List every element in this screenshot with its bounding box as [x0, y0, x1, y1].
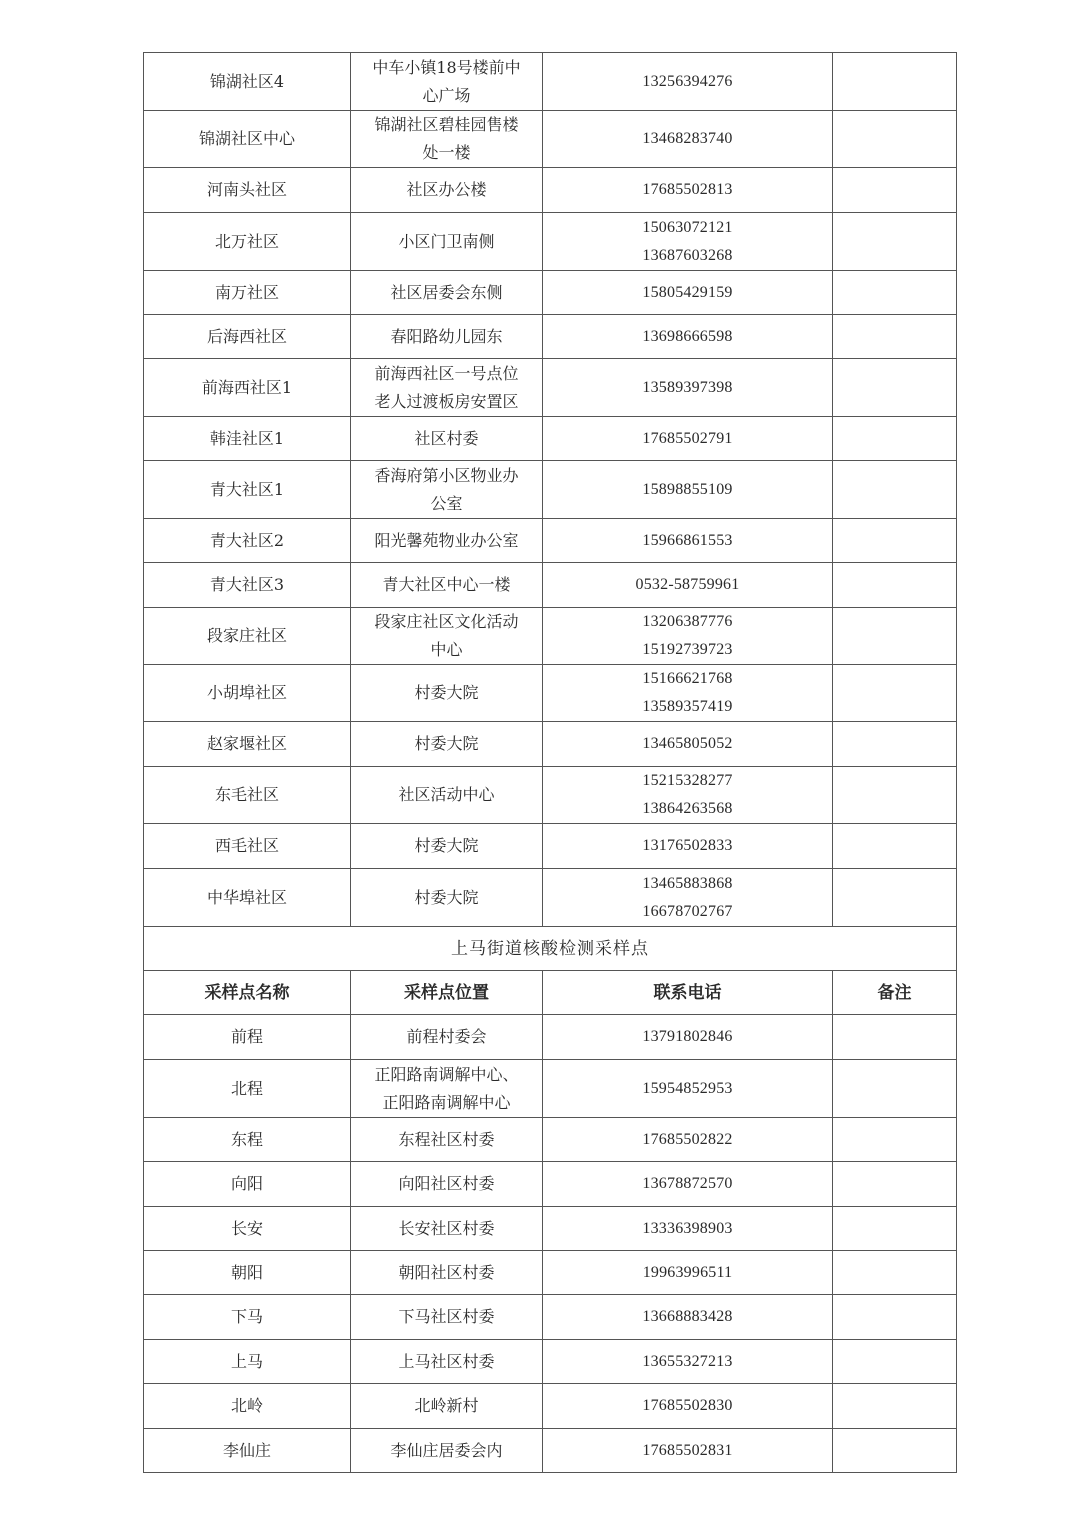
phone-number[interactable]: 15166621768 — [642, 670, 733, 687]
contact-phone-cell — [543, 1118, 833, 1162]
site-location-line: 段家庄社区文化活动 — [374, 612, 519, 631]
site-location-line: 村委大院 — [414, 887, 479, 907]
table-row — [144, 461, 957, 519]
contact-phone-cell — [543, 1295, 833, 1340]
table-row — [144, 1384, 957, 1429]
site-location-cell — [351, 608, 543, 665]
site-location-line: 公室 — [430, 493, 463, 513]
site-location-cell — [351, 824, 543, 869]
table-row — [144, 1162, 957, 1207]
site-name-cell: 韩洼社区1 — [144, 417, 351, 461]
site-location-cell — [351, 519, 543, 563]
remarks-cell — [833, 767, 957, 824]
phone-number[interactable]: 17685502831 — [642, 1441, 733, 1459]
table-row — [144, 417, 957, 461]
phone-number[interactable]: 13336398903 — [642, 1219, 733, 1237]
phone-number[interactable]: 13465805052 — [642, 735, 733, 752]
site-name-cell: 李仙庄 — [144, 1429, 351, 1473]
site-location-cell — [351, 1429, 543, 1473]
remarks-cell — [833, 1015, 957, 1060]
section-title-row — [144, 927, 957, 971]
site-location-line: 村委大院 — [414, 734, 479, 753]
site-location-line: 上马社区村委 — [398, 1351, 495, 1371]
phone-number[interactable]: 13655327213 — [642, 1352, 733, 1370]
sampling-sites-table-continued — [143, 52, 957, 927]
header-contact-phone: 联系电话 — [543, 971, 833, 1015]
table-row — [144, 1295, 957, 1340]
remarks-cell — [833, 111, 957, 168]
site-location-line: 中车小镇18号楼前中 — [372, 57, 521, 77]
phone-number[interactable]: 13678872570 — [642, 1175, 733, 1192]
site-location-cell — [351, 315, 543, 359]
contact-phone-cell — [543, 563, 833, 608]
phone-number[interactable]: 13668883428 — [642, 1308, 733, 1325]
site-location-line: 青大社区中心一楼 — [382, 575, 511, 594]
site-name-cell: 青大社区3 — [144, 563, 351, 608]
site-location-line: 处一楼 — [422, 143, 471, 162]
site-name-cell: 北岭 — [144, 1384, 351, 1429]
remarks-cell — [833, 315, 957, 359]
site-location-cell — [351, 1015, 543, 1060]
site-location-cell — [351, 722, 543, 767]
site-location-line: 长安社区村委 — [398, 1218, 495, 1238]
table-row — [144, 1015, 957, 1060]
table-row — [144, 563, 957, 608]
site-location-cell — [351, 869, 543, 927]
site-location-cell — [351, 665, 543, 722]
phone-number[interactable]: 15966861553 — [642, 531, 733, 549]
phone-number[interactable]: 13206387776 — [642, 613, 733, 630]
table-row — [144, 1207, 957, 1251]
table-row — [144, 271, 957, 315]
contact-phone-cell — [543, 1162, 833, 1207]
remarks-cell — [833, 869, 957, 927]
site-name-cell: 锦湖社区中心 — [144, 111, 351, 168]
remarks-cell — [833, 168, 957, 213]
site-name-cell: 西毛社区 — [144, 824, 351, 869]
phone-number[interactable]: 15192739723 — [642, 641, 733, 658]
phone-number[interactable]: 17685502822 — [642, 1130, 733, 1148]
site-name-cell: 朝阳 — [144, 1251, 351, 1295]
site-name-cell: 后海西社区 — [144, 315, 351, 359]
site-location-cell — [351, 271, 543, 315]
site-name-cell: 段家庄社区 — [144, 608, 351, 665]
site-location-cell — [351, 1251, 543, 1295]
table-row — [144, 53, 957, 111]
remarks-cell — [833, 1207, 957, 1251]
phone-number[interactable]: 16678702767 — [642, 902, 733, 920]
contact-phone-cell — [543, 315, 833, 359]
site-location-line: 阳光馨苑物业办公室 — [374, 530, 519, 550]
remarks-cell — [833, 213, 957, 271]
site-location-line: 锦湖社区碧桂园售楼 — [374, 115, 519, 134]
site-location-line: 社区办公楼 — [406, 180, 487, 199]
header-remarks: 备注 — [833, 971, 957, 1015]
site-location-cell — [351, 1207, 543, 1251]
contact-phone-cell — [543, 359, 833, 417]
table-row — [144, 767, 957, 824]
header-site-name: 采样点名称 — [144, 971, 351, 1015]
site-location-cell — [351, 111, 543, 168]
phone-number[interactable]: 13864263568 — [642, 800, 733, 817]
contact-phone-cell — [543, 111, 833, 168]
header-row — [144, 971, 957, 1015]
table-row — [144, 111, 957, 168]
contact-phone-cell — [543, 722, 833, 767]
table-row — [144, 1060, 957, 1118]
site-location-line: 社区村委 — [414, 428, 479, 448]
contact-phone-cell — [543, 1429, 833, 1473]
site-name-cell: 前海西社区1 — [144, 359, 351, 417]
site-name-cell: 小胡埠社区 — [144, 665, 351, 722]
table-row — [144, 359, 957, 417]
site-location-cell — [351, 461, 543, 519]
contact-phone-cell — [543, 271, 833, 315]
contact-phone-cell — [543, 767, 833, 824]
site-location-line: 朝阳社区村委 — [398, 1262, 495, 1282]
table-row — [144, 1429, 957, 1473]
table-body — [144, 53, 957, 927]
phone-number[interactable]: 0532-58759961 — [635, 576, 740, 593]
table-row — [144, 213, 957, 271]
phone-number[interactable]: 15898855109 — [642, 480, 733, 498]
site-name-cell: 青大社区1 — [144, 461, 351, 519]
site-name-cell: 东毛社区 — [144, 767, 351, 824]
site-location-cell — [351, 1118, 543, 1162]
site-location-line: 小区门卫南侧 — [398, 231, 495, 251]
table-row — [144, 722, 957, 767]
remarks-cell — [833, 1295, 957, 1340]
remarks-cell — [833, 665, 957, 722]
contact-phone-cell — [543, 1060, 833, 1118]
remarks-cell — [833, 519, 957, 563]
remarks-cell — [833, 359, 957, 417]
site-location-cell — [351, 767, 543, 824]
phone-number[interactable]: 13468283740 — [642, 130, 733, 147]
table-row — [144, 608, 957, 665]
contact-phone-cell — [543, 461, 833, 519]
remarks-cell — [833, 1162, 957, 1207]
contact-phone-cell — [543, 213, 833, 271]
contact-phone-cell — [543, 1251, 833, 1295]
table-row — [144, 665, 957, 722]
contact-phone-cell — [543, 869, 833, 927]
contact-phone-cell — [543, 417, 833, 461]
table-body — [144, 927, 957, 1473]
contact-phone-cell — [543, 1340, 833, 1384]
phone-number[interactable]: 13698666598 — [642, 327, 733, 345]
header-site-location: 采样点位置 — [351, 971, 543, 1015]
remarks-cell — [833, 1429, 957, 1473]
site-location-line: 村委大院 — [414, 836, 479, 855]
shangma-sampling-sites-table — [143, 926, 957, 1473]
contact-phone-cell — [543, 53, 833, 111]
site-location-line: 中心 — [430, 640, 463, 659]
site-location-cell — [351, 1060, 543, 1118]
contact-phone-cell — [543, 665, 833, 722]
site-location-line: 下马社区村委 — [398, 1307, 495, 1326]
site-name-cell: 北万社区 — [144, 213, 351, 271]
site-location-cell — [351, 1162, 543, 1207]
phone-number[interactable]: 15063072121 — [642, 218, 733, 236]
site-location-cell — [351, 1295, 543, 1340]
site-location-cell — [351, 213, 543, 271]
table-row — [144, 168, 957, 213]
site-name-cell: 北程 — [144, 1060, 351, 1118]
phone-number[interactable]: 19963996511 — [642, 1263, 733, 1281]
contact-phone-cell — [543, 824, 833, 869]
phone-number[interactable]: 13687603268 — [642, 246, 733, 264]
site-location-line: 社区活动中心 — [398, 785, 495, 804]
phone-number[interactable]: 13589357419 — [642, 698, 733, 715]
phone-number[interactable]: 17685502813 — [642, 181, 733, 198]
site-name-cell: 中华埠社区 — [144, 869, 351, 927]
remarks-cell — [833, 824, 957, 869]
site-name-cell: 河南头社区 — [144, 168, 351, 213]
site-location-cell — [351, 1340, 543, 1384]
site-location-line: 前海西社区一号点位 — [374, 363, 519, 383]
remarks-cell — [833, 461, 957, 519]
phone-number[interactable]: 17685502830 — [642, 1397, 733, 1414]
table-row — [144, 519, 957, 563]
remarks-cell — [833, 1384, 957, 1429]
site-name-cell: 向阳 — [144, 1162, 351, 1207]
remarks-cell — [833, 1118, 957, 1162]
phone-number[interactable]: 13256394276 — [642, 72, 733, 90]
site-name-cell: 赵家堰社区 — [144, 722, 351, 767]
site-location-line: 春阳路幼儿园东 — [390, 326, 503, 346]
remarks-cell — [833, 722, 957, 767]
site-location-line: 北岭新村 — [414, 1396, 479, 1415]
phone-number[interactable]: 15954852953 — [642, 1079, 733, 1097]
site-location-line: 正阳路南调解中心 — [382, 1092, 511, 1112]
site-location-line: 村委大院 — [414, 683, 479, 702]
remarks-cell — [833, 1251, 957, 1295]
table-row — [144, 869, 957, 927]
contact-phone-cell — [543, 519, 833, 563]
site-location-line: 老人过渡板房安置区 — [374, 391, 519, 411]
table-row — [144, 1118, 957, 1162]
phone-number[interactable]: 15805429159 — [642, 283, 733, 301]
contact-phone-cell — [543, 1015, 833, 1060]
site-location-cell — [351, 168, 543, 213]
site-location-line: 社区居委会东侧 — [390, 282, 503, 302]
site-name-cell: 下马 — [144, 1295, 351, 1340]
remarks-cell — [833, 271, 957, 315]
contact-phone-cell — [543, 608, 833, 665]
contact-phone-cell — [543, 168, 833, 213]
site-location-line: 前程村委会 — [406, 1027, 487, 1046]
site-name-cell: 青大社区2 — [144, 519, 351, 563]
site-location-line: 香海府第小区物业办 — [374, 465, 519, 485]
site-location-line: 东程社区村委 — [398, 1129, 495, 1149]
phone-number[interactable]: 13589397398 — [642, 378, 733, 396]
table-row — [144, 1251, 957, 1295]
phone-number[interactable]: 17685502791 — [642, 429, 733, 447]
site-location-line: 正阳路南调解中心、 — [374, 1064, 519, 1084]
remarks-cell — [833, 417, 957, 461]
site-name-cell: 长安 — [144, 1207, 351, 1251]
contact-phone-cell — [543, 1384, 833, 1429]
site-location-cell — [351, 417, 543, 461]
site-name-cell: 南万社区 — [144, 271, 351, 315]
phone-number[interactable]: 13791802846 — [642, 1028, 733, 1045]
phone-number[interactable]: 13176502833 — [642, 837, 733, 854]
phone-number[interactable]: 13465883868 — [642, 874, 733, 892]
section-title: 上马街道核酸检测采样点 — [144, 927, 957, 971]
site-location-cell — [351, 563, 543, 608]
site-name-cell: 前程 — [144, 1015, 351, 1060]
remarks-cell — [833, 1060, 957, 1118]
contact-phone-cell — [543, 1207, 833, 1251]
site-location-cell — [351, 53, 543, 111]
table-row — [144, 824, 957, 869]
site-location-line: 心广场 — [422, 85, 471, 105]
site-name-cell: 锦湖社区4 — [144, 53, 351, 111]
site-location-cell — [351, 359, 543, 417]
site-location-cell — [351, 1384, 543, 1429]
remarks-cell — [833, 53, 957, 111]
site-location-line: 向阳社区村委 — [398, 1174, 495, 1193]
remarks-cell — [833, 563, 957, 608]
site-name-cell: 上马 — [144, 1340, 351, 1384]
phone-number[interactable]: 15215328277 — [642, 772, 733, 789]
remarks-cell — [833, 1340, 957, 1384]
remarks-cell — [833, 608, 957, 665]
table-row — [144, 1340, 957, 1384]
site-location-line: 李仙庄居委会内 — [390, 1440, 503, 1460]
site-name-cell: 东程 — [144, 1118, 351, 1162]
table-row — [144, 315, 957, 359]
